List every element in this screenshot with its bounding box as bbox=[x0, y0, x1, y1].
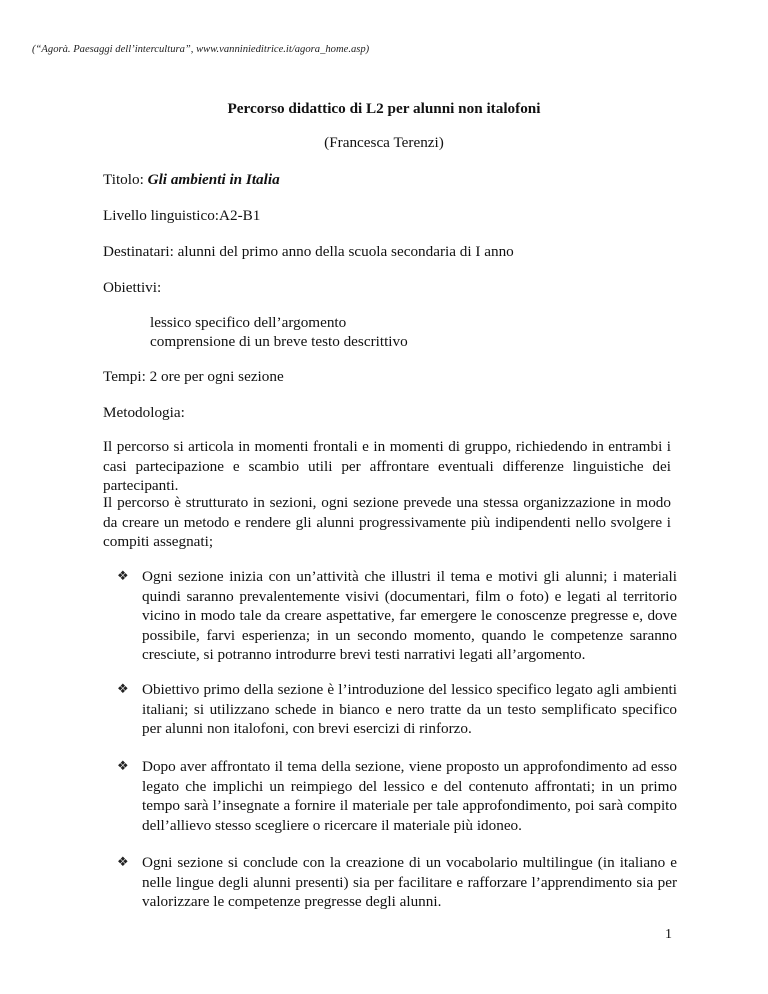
diamond-fleuron-icon: ❖ bbox=[117, 569, 129, 584]
metodologia-label: Metodologia: bbox=[103, 404, 185, 421]
header-note: (“Agorà. Paesaggi dell’intercultura”, www.vanninieditrice.it/agora_home.asp) bbox=[32, 44, 370, 55]
bullet-text: Ogni sezione inizia con un’attività che illustri il tema e motivi gli alunni; i materiali quindi saranno prevalentemente visivi (documentari, film o foto) e legati al territorio vicino in modo tale da creare aspettative, far emergere le conoscenze pregresse e, dove possibile, farvi esperienza; in un secondo momento, quando le competenze saranno cresciute, si potranno introdurre brevi testi narrativi legati all’argomento. bbox=[142, 568, 677, 663]
titolo-value: Gli ambienti in Italia bbox=[147, 171, 280, 188]
bullet-item bbox=[117, 680, 677, 739]
tempi-field: Tempi: 2 ore per ogni sezione bbox=[103, 368, 284, 385]
bullet-item bbox=[117, 757, 677, 835]
obiettivi-label: Obiettivi: bbox=[103, 279, 162, 296]
destinatari-field: Destinatari: alunni del primo anno della scuola secondaria di I anno bbox=[103, 243, 514, 260]
diamond-fleuron-icon: ❖ bbox=[117, 682, 129, 697]
diamond-fleuron-icon: ❖ bbox=[117, 759, 129, 774]
bullet-item bbox=[117, 853, 677, 912]
bullet-text: Dopo aver affrontato il tema della sezione, viene proposto un approfondimento ad esso legato che implichi un reimpiego del lessico e del contenuto affrontati; in un primo tempo sarà l’insegnate a fornire il materiale per tale approfondimento, poi sarà compito dell’allievo stesso scegliere o ricercare il materiale più idoneo. bbox=[142, 758, 677, 834]
paragraph: Il percorso si articola in momenti frontali e in momenti di gruppo, richiedendo in entrambi i casi partecipazione e scambio utili per affrontare eventuali differenze linguistiche dei partecipanti. bbox=[103, 438, 671, 494]
livello-field: Livello linguistico:A2-B1 bbox=[103, 207, 261, 224]
paragraph: Il percorso è strutturato in sezioni, ogni sezione prevede una stessa organizzazione in modo da creare un metodo e rendere gli alunni progressivamente più indipendenti nello svolgere i compiti assegnati; bbox=[103, 494, 671, 550]
titolo-label: Titolo: bbox=[103, 171, 148, 188]
document-title: Percorso didattico di L2 per alunni non italofoni bbox=[227, 100, 541, 117]
page-number: 1 bbox=[665, 927, 672, 942]
author-name: (Francesca Terenzi) bbox=[324, 134, 444, 151]
bullet-text: Obiettivo primo della sezione è l’introduzione del lessico specifico legato agli ambienti italiani; si utilizzano schede in bianco e nero tratte da un testo semplificato specifico per alunni non italofoni, con brevi esercizi di rinforzo. bbox=[142, 681, 677, 737]
titolo-field bbox=[103, 170, 280, 190]
obiettivo-item: lessico specifico dell’argomento bbox=[150, 314, 347, 331]
bullet-item bbox=[117, 567, 677, 665]
diamond-fleuron-icon: ❖ bbox=[117, 855, 129, 870]
bullet-text: Ogni sezione si conclude con la creazione di un vocabolario multilingue (in italiano e nelle lingue degli alunni presenti) sia per facilitare e rafforzare l’apprendimento sia per valorizzare le competenze pregresse degli alunni. bbox=[142, 854, 677, 910]
obiettivo-item: comprensione di un breve testo descrittivo bbox=[150, 333, 408, 350]
